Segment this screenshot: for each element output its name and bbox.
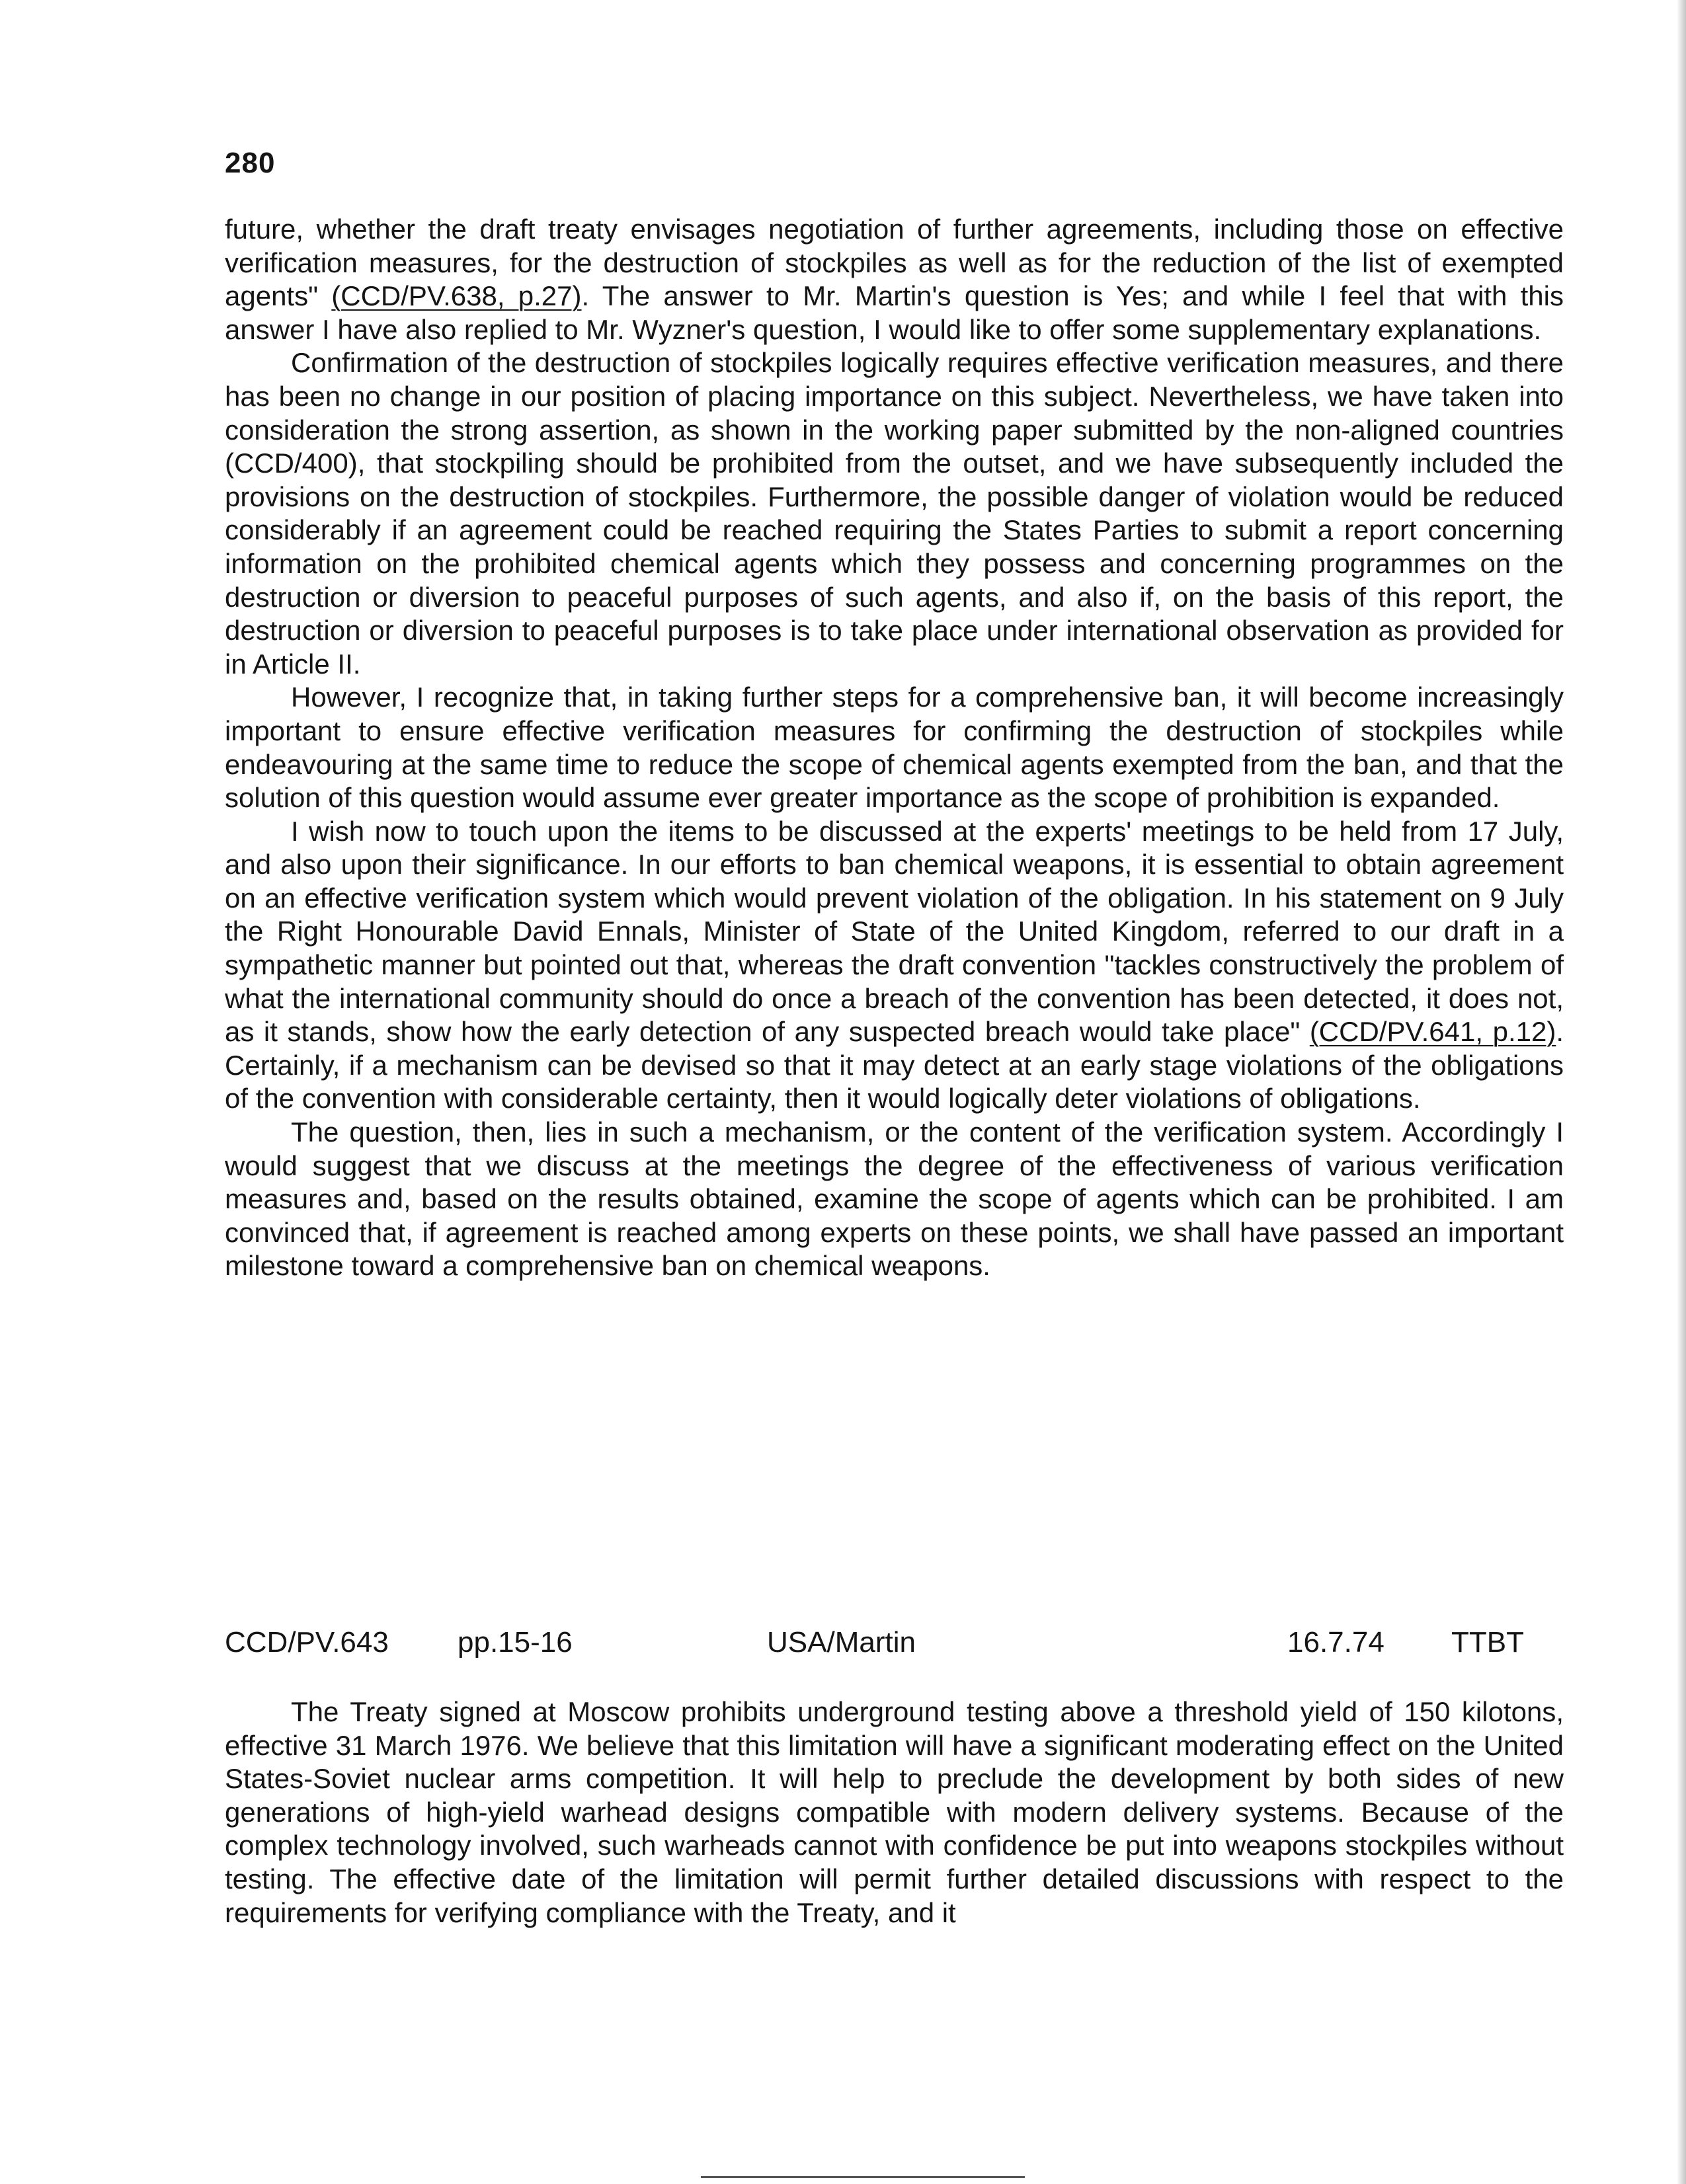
paragraph [225, 815, 1564, 1116]
paragraph-text: future, whether the draft treaty envisages negotiation of further agreements, including those on effective verification measures, for the destruction of stockpiles as well as for the reduction of the list of exempted agents" [225, 214, 1564, 312]
paragraph-text: I wish now to touch upon the items to be discussed at the experts' meetings to be held from 17 July, and also upon their significance. In our efforts to ban chemical weapons, it is essential to obtain agreement on an effective verification system which would prevent violation of the obligation. In his statement on 9 July the Right Honourable David Ennals, Minister of State of the United Kingdom, referred to our draft in a sympathetic manner but pointed out that, whereas the draft convention "tackles constructively the problem of what the international community should do once a breach of the convention has been detected, it does not, as it stands, show how the early detection of any suspected breach would take place" [225, 815, 1564, 1048]
citation-reference: (CCD/PV.638, p.27) [331, 280, 582, 312]
paragraph-text: . The answer to Mr. Martin's question is Yes; and while I feel that with this answer I have also replied to Mr. Wyzner's question, I would like to offer some supplementary explanations. [225, 280, 1564, 345]
paragraph: Confirmation of the destruction of stockpiles logically requires effective verification measures, and there has been no change in our position of placing importance on this subject. Nevertheless, we have taken into consideration the strong assertion, as shown in the working paper submitted by the non-aligned countries (CCD/400), that stockpiling should be prohibited from the outset, and we have subsequently included the provisions on the destruction of stockpiles. Furthermore, the possible danger of violation would be reduced considerably if an agreement could be reached requiring the States Parties to submit a report concerning information on the prohibited chemical agents which they possess and concerning programmes on the destruction or diversion to peaceful purposes of such agents, and also if, on the basis of this report, the destruction or diversion to peaceful purposes is to take place under international observation as provided for in Article II. [225, 347, 1564, 680]
scan-bottom-mark [701, 2176, 1025, 2178]
paragraph-continuation [225, 213, 1564, 346]
entry-header [225, 1626, 1564, 1666]
entry-date: 16.7.74 [1287, 1626, 1385, 1658]
main-text-body [225, 213, 1564, 1283]
scan-edge-shadow [1677, 0, 1686, 2184]
paragraph-text: . Certainly, if a mechanism can be devised so that it may detect at an early stage violations of the obligations of the convention with considerable certainty, then it would logically deter violations of obligations. [225, 1016, 1564, 1114]
citation-reference: (CCD/PV.641, p.12) [1309, 1016, 1556, 1048]
entry-topic: TTBT [1451, 1626, 1524, 1658]
entry-speaker: USA/Martin [767, 1626, 916, 1658]
paragraph: However, I recognize that, in taking further steps for a comprehensive ban, it will become increasingly important to ensure effective verification measures for confirming the destruction of stockpiles while endeavouring at the same time to reduce the scope of chemical agents exempted from the ban, and that the solution of this question would assume ever greater importance as the scope of prohibition is expanded. [225, 682, 1564, 814]
paragraph: The question, then, lies in such a mechanism, or the content of the verification system. Accordingly I would suggest that we discuss at the meetings the degree of the effectiveness of various verification measures and, based on the results obtained, examine the scope of agents which can be prohibited. I am convinced that, if agreement is reached among experts on these points, we shall have passed an important milestone toward a comprehensive ban on chemical weapons. [225, 1116, 1564, 1282]
paragraph: The Treaty signed at Moscow prohibits underground testing above a threshold yield of 150 kilotons, effective 31 March 1976. We believe that this limitation will have a significant moderating effect on the United States-Soviet nuclear arms competition. It will help to preclude the development by both sides of new generations of high-yield warhead designs compatible with modern delivery systems. Because of the complex technology involved, such warheads cannot with confidence be put into weapons stockpiles without testing. The effective date of the limitation will permit further detailed discussions with respect to the requirements for verifying compliance with the Treaty, and it [225, 1696, 1564, 1928]
entry-text-body [225, 1696, 1564, 1930]
page-number: 280 [225, 147, 276, 179]
entry-document-code: CCD/PV.643 [225, 1626, 389, 1658]
entry-pages: pp.15-16 [458, 1626, 573, 1658]
